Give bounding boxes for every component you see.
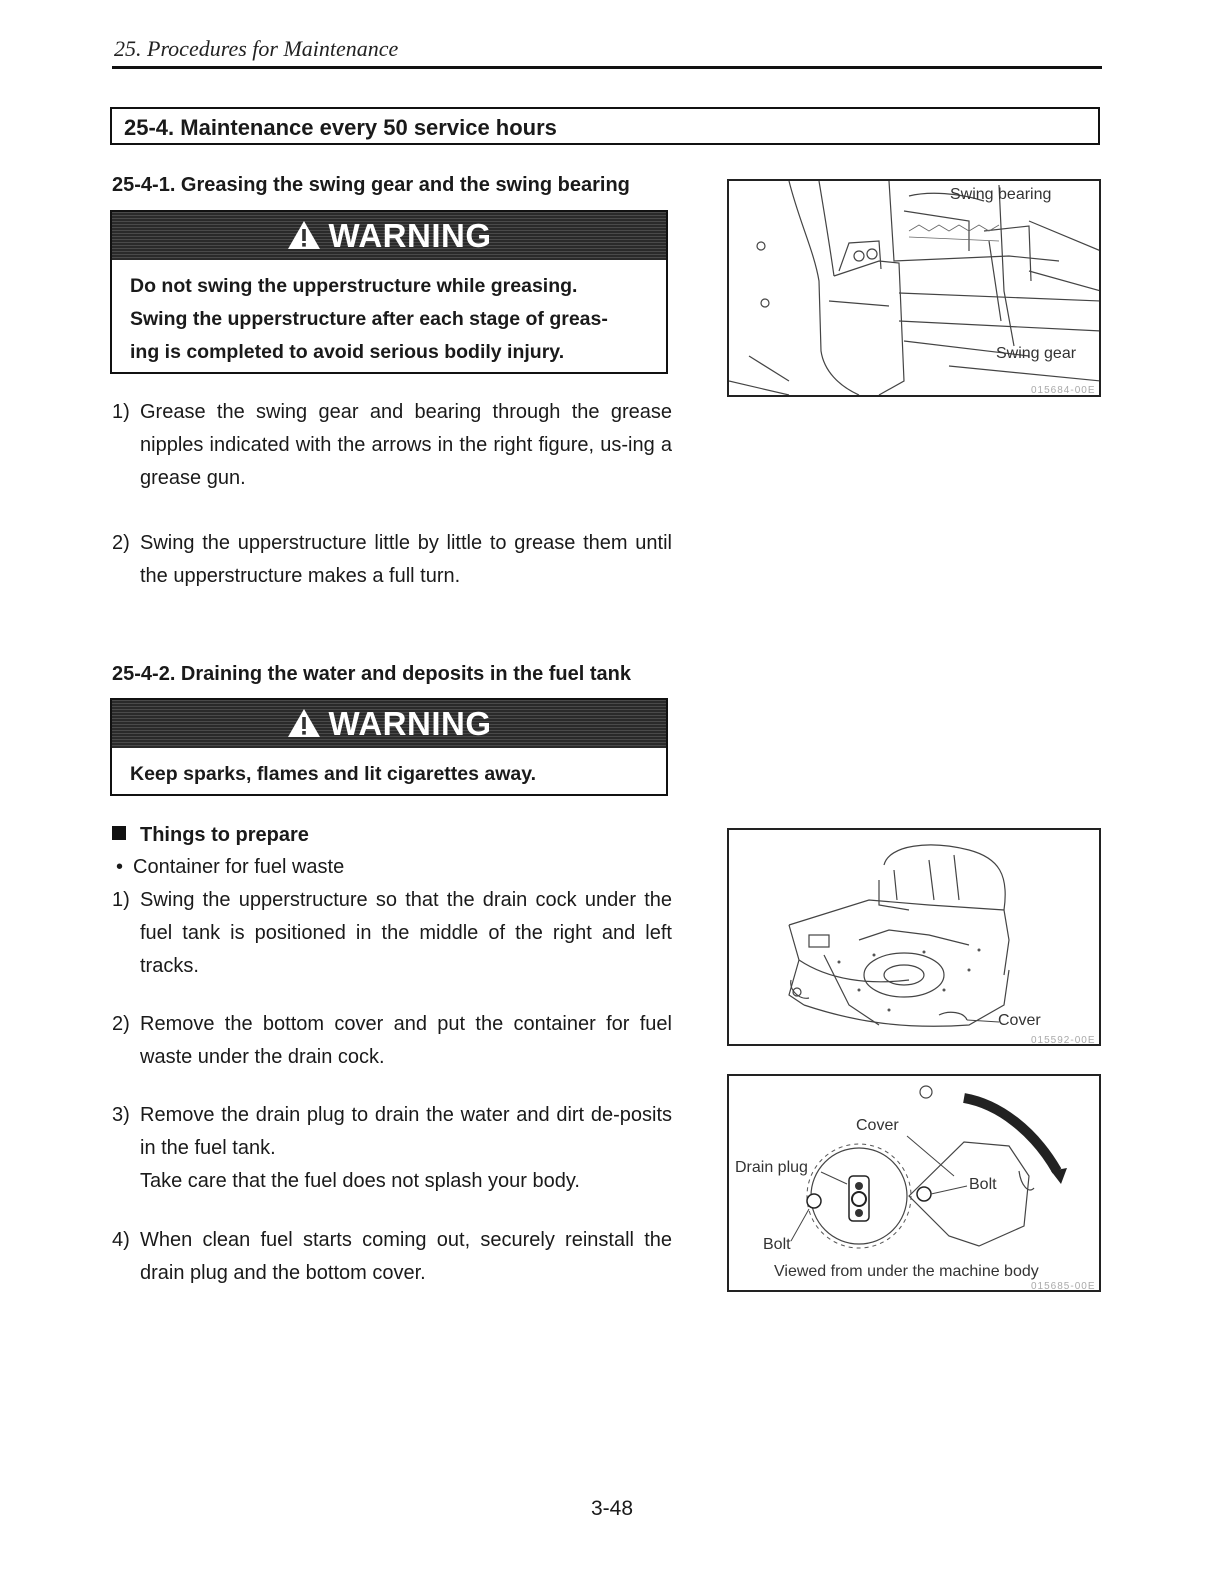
warning-line: Swing the upperstructure after each stage of greas-	[130, 308, 608, 330]
figure-code: 015592-00E	[1031, 1035, 1096, 1046]
step-text: Remove the bottom cover and put the container for fuel waste under the drain cock.	[140, 1013, 672, 1068]
step-draining-3-note	[112, 1165, 672, 1198]
step-number: 3)	[112, 1104, 130, 1126]
label-cover: Cover	[998, 1012, 1041, 1029]
warning-triangle-icon	[287, 215, 321, 263]
dot-bullet-icon: •	[116, 856, 124, 878]
warning-line: ing is completed to avoid serious bodily injury.	[130, 341, 565, 363]
warning-label: WARNING	[328, 705, 492, 742]
step-number: 2)	[112, 1013, 130, 1035]
warning-bar	[112, 700, 666, 748]
things-to-prepare-heading	[112, 824, 309, 847]
figure-bottom-cover	[727, 828, 1101, 1046]
warning-line: Keep sparks, flames and lit cigarettes away.	[130, 763, 537, 785]
label-cover: Cover	[856, 1117, 899, 1134]
label-swing-gear: Swing gear	[996, 345, 1077, 362]
step-text: Swing the upperstructure so that the drain cock under the fuel tank is positioned in the middle of the right and left tracks.	[140, 889, 672, 977]
step-text: When clean fuel starts coming out, securely reinstall the drain plug and the bottom cover.	[140, 1229, 672, 1284]
warning-triangle-icon	[287, 703, 321, 751]
page-number: 3-48	[590, 1497, 634, 1520]
figure-caption: Viewed from under the machine body	[774, 1263, 1039, 1280]
prepare-heading-text: Things to prepare	[140, 824, 309, 846]
running-title: 25. Procedures for Maintenance	[114, 36, 399, 61]
step-draining-3	[112, 1099, 672, 1165]
step-number: 2)	[112, 532, 130, 554]
step-number: 1)	[112, 889, 130, 911]
step-draining-4	[112, 1224, 672, 1290]
label-bolt-left: Bolt	[763, 1236, 791, 1253]
subsection-heading-greasing: 25-4-1. Greasing the swing gear and the swing bearing	[112, 174, 630, 196]
step-greasing-1	[112, 396, 672, 495]
label-bolt-right: Bolt	[969, 1176, 997, 1193]
prepare-item	[112, 851, 344, 884]
warning-text	[112, 748, 666, 801]
section-title: 25-4. Maintenance every 50 service hours	[124, 115, 557, 140]
step-greasing-2	[112, 527, 672, 593]
warning-box-fuel	[110, 698, 668, 796]
square-bullet-icon	[112, 826, 126, 840]
warning-box-greasing	[110, 210, 668, 374]
step-draining-2	[112, 1008, 672, 1074]
step-note-text: Take care that the fuel does not splash your body.	[140, 1170, 580, 1192]
running-header	[112, 34, 1102, 69]
prepare-item-text: Container for fuel waste	[133, 856, 345, 878]
figure-drain-plug	[727, 1074, 1101, 1292]
drain-plug-illustration	[729, 1076, 1101, 1292]
label-drain-plug: Drain plug	[735, 1159, 808, 1176]
step-draining-1	[112, 884, 672, 983]
step-number: 4)	[112, 1229, 130, 1251]
swing-bearing-illustration	[729, 181, 1101, 397]
step-number: 1)	[112, 401, 130, 423]
warning-label: WARNING	[328, 217, 492, 254]
label-swing-bearing: Swing bearing	[950, 186, 1052, 203]
warning-text	[112, 260, 666, 379]
step-text: Swing the upperstructure little by little to grease them until the upperstructure makes a full turn.	[140, 532, 672, 587]
figure-code: 015684-00E	[1031, 385, 1096, 396]
warning-line: Do not swing the upperstructure while greasing.	[130, 275, 578, 297]
machine-underside-illustration	[729, 830, 1101, 1046]
step-text: Grease the swing gear and bearing through the grease nipples indicated with the arrows in the right figure, us-ing a grease gun.	[140, 401, 672, 489]
section-title-box	[110, 107, 1100, 145]
warning-bar	[112, 212, 666, 260]
figure-code: 015685-00E	[1031, 1281, 1096, 1292]
figure-swing-bearing	[727, 179, 1101, 397]
subsection-heading-draining: 25-4-2. Draining the water and deposits in the fuel tank	[112, 663, 631, 685]
step-text: Remove the drain plug to drain the water and dirt de-posits in the fuel tank.	[140, 1104, 672, 1159]
